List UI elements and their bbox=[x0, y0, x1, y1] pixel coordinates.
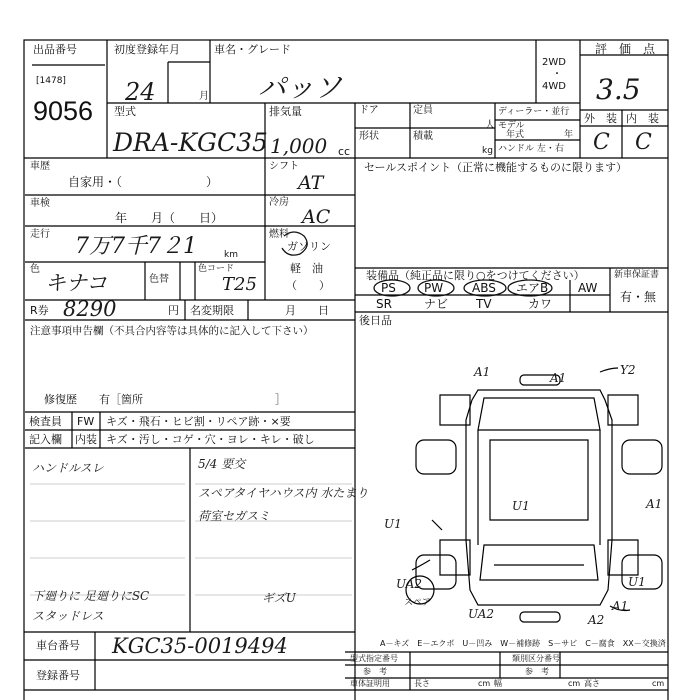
handle-label: ハンドル 左・右 bbox=[498, 144, 564, 154]
new-car-label: 新車保証書 bbox=[614, 270, 660, 280]
first-reg-label: 初度登録年月 bbox=[114, 43, 180, 56]
equip-pw: PW bbox=[424, 281, 444, 295]
name-change-label: 名変期限 bbox=[190, 304, 234, 317]
spare-label: スペア bbox=[404, 598, 432, 608]
lot-sub: [1478] bbox=[36, 76, 66, 86]
equip-leather: カワ bbox=[528, 297, 553, 311]
note-studless: スタッドレス bbox=[32, 609, 104, 623]
damage-legend: A－キズ E－エクボ U－凹み W－補修跡 S－サビ C－腐食 XX－交換済 bbox=[380, 639, 666, 648]
color-code-value: T25 bbox=[222, 274, 257, 295]
form-label-1: 型式指定番号 bbox=[350, 654, 398, 663]
diagram-mark-left-rear: UA2 bbox=[396, 577, 423, 591]
exterior-value: C bbox=[593, 130, 610, 155]
displacement-label: 排気量 bbox=[269, 105, 302, 118]
recycle-value: 8290 bbox=[63, 297, 117, 321]
shaken-label: 車検 bbox=[30, 198, 50, 209]
diagram-mark-rear-left: UA2 bbox=[468, 607, 495, 621]
height-label: 高さ bbox=[584, 679, 600, 688]
note-underbody: 下廻りに 足廻りにSC bbox=[32, 589, 150, 603]
new-car-value: 有・無 bbox=[620, 290, 657, 304]
length-unit: cm bbox=[478, 679, 491, 688]
body-cert-label: 車体証明用 bbox=[350, 679, 390, 688]
fw-items: キズ・飛石・ヒビ割・リペア跡・×要 bbox=[106, 415, 291, 428]
model-value: DRA-KGC35 bbox=[113, 128, 268, 157]
car-name-label: 車名・グレード bbox=[214, 43, 291, 56]
equip-abs: ABS bbox=[472, 281, 496, 295]
door-label: ドア bbox=[359, 105, 379, 116]
width-unit: cm bbox=[568, 679, 581, 688]
diagram-mark-front-left: A1 bbox=[474, 365, 491, 379]
mileage-label: 走行 bbox=[30, 229, 50, 240]
later-date-label: 後日品 bbox=[359, 314, 392, 327]
notes-label: 注意事項申告欄（不具合内容等は具体的に記入して下さい） bbox=[30, 325, 314, 337]
diagram-mark-left-door: U1 bbox=[384, 517, 402, 531]
first-reg-year: 24 bbox=[125, 78, 156, 106]
shaken-value: 年 月（ 日） bbox=[115, 211, 224, 225]
lot-label: 出品番号 bbox=[33, 43, 77, 56]
repair-label: 修復歴 有［箇所 ］ bbox=[44, 393, 286, 406]
note-cargo: 荷室セガスミ bbox=[198, 509, 271, 523]
recycle-label: R券 bbox=[30, 304, 49, 317]
year-unit: 年 bbox=[564, 130, 574, 140]
interior-items-label: 内装 bbox=[75, 433, 97, 446]
chassis-label: 車台番号 bbox=[36, 639, 80, 652]
lot-number: 9056 bbox=[33, 96, 94, 126]
km-unit: km bbox=[224, 250, 238, 260]
length-label: 長さ bbox=[414, 679, 430, 688]
history-value: 自家用・（ ） bbox=[68, 175, 219, 189]
exterior-label: 外 装 bbox=[584, 112, 617, 125]
kg-unit: kg bbox=[482, 146, 493, 156]
interior-items: キズ・汚し・コゲ・穴・ヨレ・キレ・破し bbox=[106, 433, 315, 446]
note-replace: 5/4 要交 bbox=[198, 457, 246, 471]
diagram-mark-front-right: Y2 bbox=[620, 363, 636, 377]
fuel-light: 軽 油 bbox=[290, 262, 323, 275]
model-label: 型式 bbox=[114, 105, 136, 118]
color-label: 色 bbox=[30, 264, 40, 275]
history-label: 車歴 bbox=[30, 161, 50, 172]
diagram-mark-right-side: A1 bbox=[646, 497, 663, 511]
equipment-label: 装備品（純正品に限り○をつけてください） bbox=[366, 269, 585, 282]
ac-label: 冷房 bbox=[269, 197, 289, 208]
shift-label: シフト bbox=[269, 161, 299, 172]
fuel-gas: ガソリン bbox=[287, 240, 331, 253]
height-unit: cm bbox=[652, 679, 665, 688]
diagram-mark-roof: U1 bbox=[512, 499, 530, 513]
car-diagram bbox=[406, 365, 662, 622]
name-change-value: 月 日 bbox=[285, 304, 329, 317]
capacity-unit: 人 bbox=[485, 120, 495, 131]
equip-ps: PS bbox=[381, 281, 396, 295]
diagram-mark-front: A1 bbox=[550, 371, 567, 385]
displacement-value: 1,000 bbox=[270, 134, 328, 158]
note-spare-house: スペアタイヤハウス内 水たまり bbox=[198, 486, 369, 500]
note-scratch: ギズU bbox=[262, 591, 296, 605]
month-unit: 月 bbox=[199, 91, 209, 102]
equip-navi: ナビ bbox=[424, 297, 449, 311]
grade-label: 評 価 点 bbox=[595, 42, 656, 56]
selling-points-label: セールスポイント（正常に機能するものに限ります） bbox=[364, 161, 628, 174]
yen-unit: 円 bbox=[168, 304, 179, 317]
color-code-label: 色コード bbox=[198, 264, 235, 274]
reg-number-label: 登録番号 bbox=[36, 669, 80, 682]
fw-label: FW bbox=[77, 415, 95, 428]
drive-dot: ・ bbox=[552, 69, 562, 80]
diagram-mark-rear: A2 bbox=[588, 613, 605, 627]
model-year-label1: モデル bbox=[498, 121, 525, 131]
car-name: パッソ bbox=[258, 71, 343, 104]
mileage-value: 7万7千7２1 bbox=[75, 234, 197, 259]
equip-sr: SR bbox=[376, 297, 392, 311]
form-label-2: 類別区分番号 bbox=[512, 654, 560, 663]
ref-label-1: 参 考 bbox=[363, 667, 387, 676]
diagram-mark-right-rear: U1 bbox=[628, 575, 646, 589]
diagram-mark-rear-right: A1 bbox=[612, 599, 629, 613]
drive-4wd: 4WD bbox=[542, 81, 566, 92]
grade-value: 3.5 bbox=[596, 73, 641, 106]
color-change-label: 色替 bbox=[149, 274, 169, 285]
color-value: キナコ bbox=[45, 271, 108, 295]
chassis-value: KGC35-0019494 bbox=[112, 634, 288, 658]
width-label: 幅 bbox=[494, 679, 502, 688]
interior-label: 内 装 bbox=[626, 112, 659, 125]
writer-label: 記入欄 bbox=[29, 433, 62, 446]
ac-value: AC bbox=[302, 206, 331, 228]
model-year-label2: 年式 bbox=[506, 130, 525, 140]
equip-aw: AW bbox=[578, 281, 598, 295]
fuel-other: （ ） bbox=[286, 279, 330, 292]
capacity-label: 定員 bbox=[413, 105, 433, 116]
equip-tv: TV bbox=[476, 297, 492, 311]
interior-value: C bbox=[635, 130, 652, 155]
displacement-unit: cc bbox=[338, 145, 351, 158]
fuel-label: 燃料 bbox=[269, 229, 289, 240]
dealer-label: ディーラー・並行 bbox=[498, 107, 570, 117]
ref-label-2: 参 考 bbox=[525, 667, 549, 676]
note-handle: ハンドルスレ bbox=[32, 461, 104, 475]
shift-value: AT bbox=[298, 172, 324, 194]
shape-label: 形状 bbox=[359, 131, 379, 142]
load-label: 積載 bbox=[413, 131, 433, 142]
drive-2wd: 2WD bbox=[542, 57, 566, 68]
inspector-label: 検査員 bbox=[29, 415, 62, 428]
equip-airbag: エアB bbox=[516, 281, 549, 295]
